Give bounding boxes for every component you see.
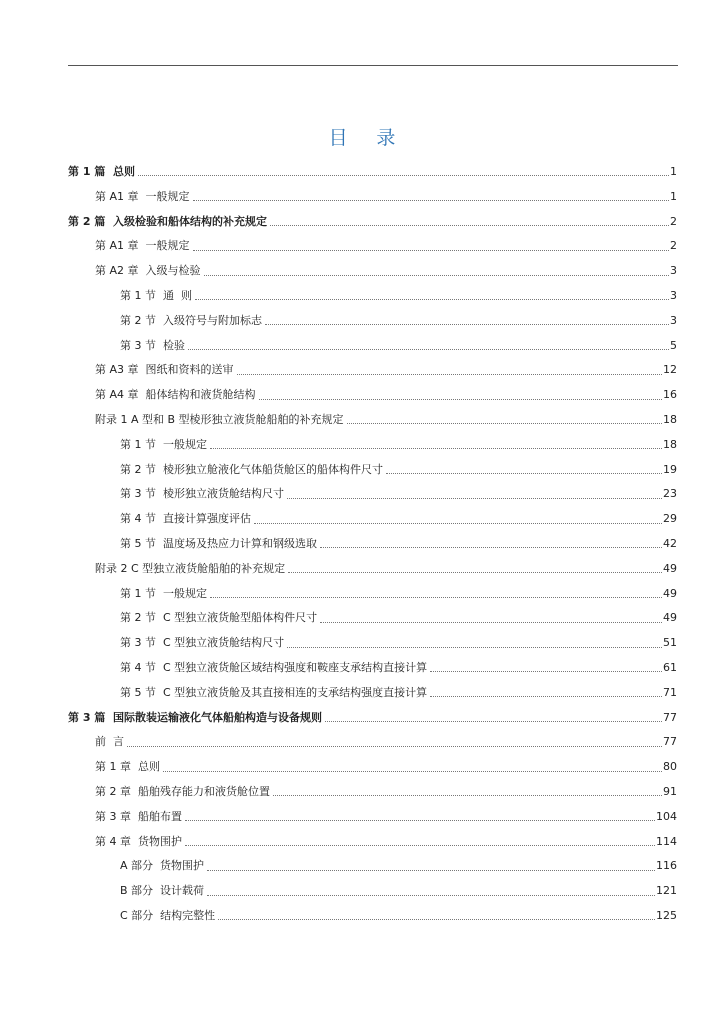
toc-entry[interactable] [68, 358, 677, 383]
toc-entry-page-number: 12 [663, 363, 677, 377]
toc-entry-label: 第 2 节 入级符号与附加标志 [120, 313, 262, 327]
toc-dot-leader [386, 473, 662, 474]
toc-entry[interactable] [68, 681, 677, 706]
toc-dot-leader [430, 696, 662, 697]
toc-entry-page-number: 18 [663, 412, 677, 426]
toc-entry[interactable] [68, 259, 677, 284]
toc-entry-label: A 部分 货物围护 [120, 859, 205, 873]
toc-dot-leader [288, 572, 662, 573]
toc-dot-leader [320, 622, 662, 623]
toc-dot-leader [138, 175, 669, 176]
toc-entry[interactable] [68, 755, 677, 780]
toc-entry-page-number: 19 [663, 462, 677, 476]
toc-dot-leader [287, 498, 662, 499]
toc-entry-page-number: 77 [663, 735, 677, 749]
toc-entry-page-number: 71 [663, 685, 677, 699]
toc-entry[interactable] [68, 904, 677, 929]
toc-entry[interactable] [68, 780, 677, 805]
header-rule [68, 65, 678, 66]
toc-entry-label: C 部分 结构完整性 [120, 908, 216, 922]
toc-entry[interactable] [68, 383, 677, 408]
toc-entry-label: B 部分 设计载荷 [120, 884, 205, 898]
toc-entry[interactable] [68, 284, 677, 309]
toc-entry-page-number: 2 [670, 239, 677, 253]
toc-entry[interactable] [68, 879, 677, 904]
toc-entry[interactable] [68, 160, 677, 185]
toc-dot-leader [185, 820, 655, 821]
toc-entry-label: 第 5 节 C 型独立液货舱及其直接相连的支承结构强度直接计算 [120, 685, 428, 699]
toc-entry-label: 第 2 节 棱形独立舱液化气体船货舱区的船体构件尺寸 [120, 462, 383, 476]
toc-entry-page-number: 104 [656, 809, 677, 823]
toc-dot-leader [195, 299, 669, 300]
toc-entry-label: 第 A4 章 船体结构和液货舱结构 [95, 388, 256, 402]
toc-entry-page-number: 49 [663, 611, 677, 625]
toc-entry-label: 第 3 节 棱形独立液货舱结构尺寸 [120, 487, 284, 501]
toc-entry-label: 第 2 篇 入级检验和船体结构的补充规定 [68, 214, 267, 228]
toc-dot-leader [287, 647, 662, 648]
toc-entry[interactable] [68, 854, 677, 879]
toc-entry-label: 第 2 章 船舶残存能力和液货舱位置 [95, 784, 270, 798]
toc-dot-leader [325, 721, 662, 722]
toc-entry-page-number: 23 [663, 487, 677, 501]
toc-dot-leader [207, 895, 655, 896]
toc-dot-leader [163, 771, 662, 772]
toc-title: 目 录 [328, 127, 407, 149]
toc-dot-leader [254, 523, 662, 524]
toc-entry-page-number: 125 [656, 908, 677, 922]
toc-entry-label: 第 3 节 检验 [120, 338, 185, 352]
toc-entry[interactable] [68, 408, 677, 433]
toc-entry-label: 第 2 节 C 型独立液货舱型船体构件尺寸 [120, 611, 318, 625]
toc-entry[interactable] [68, 730, 677, 755]
toc-dot-leader [237, 374, 662, 375]
toc-entry-label: 附录 2 C 型独立液货舱船舶的补充规定 [95, 561, 286, 575]
toc-entry-label: 第 3 节 C 型独立液货舱结构尺寸 [120, 636, 285, 650]
toc-entry-page-number: 5 [670, 338, 677, 352]
toc-dot-leader [265, 324, 669, 325]
toc-entry-page-number: 16 [663, 388, 677, 402]
toc-entry-page-number: 3 [670, 288, 677, 302]
toc-entry[interactable] [68, 830, 677, 855]
toc-entry-page-number: 51 [663, 636, 677, 650]
toc-entry-page-number: 18 [663, 437, 677, 451]
toc-entry-page-number: 29 [663, 512, 677, 526]
toc-entry-label: 第 5 节 温度场及热应力计算和钢级选取 [120, 536, 317, 550]
toc-dot-leader [204, 275, 669, 276]
toc-entry-page-number: 49 [663, 586, 677, 600]
toc-entry-page-number: 3 [670, 264, 677, 278]
toc-dot-leader [185, 845, 655, 846]
toc-entry-page-number: 49 [663, 561, 677, 575]
toc-entry[interactable] [68, 582, 677, 607]
toc-entry-label: 第 3 篇 国际散装运输液化气体船舶构造与设备规则 [68, 710, 322, 724]
toc-entry-label: 第 1 篇 总则 [68, 165, 135, 178]
toc-entry-label: 第 1 节 通 则 [120, 288, 192, 302]
toc-entry[interactable] [68, 532, 677, 557]
toc-entry-page-number: 114 [656, 834, 677, 848]
toc-dot-leader [270, 225, 669, 226]
toc-entry[interactable] [68, 606, 677, 631]
toc-dot-leader [193, 250, 669, 251]
toc-entry[interactable] [68, 309, 677, 334]
toc-dot-leader [193, 200, 669, 201]
toc-entry[interactable] [68, 234, 677, 259]
toc-entry-label: 第 1 节 一般规定 [120, 437, 207, 451]
toc-entry[interactable] [68, 334, 677, 359]
toc-dot-leader [320, 547, 662, 548]
toc-entry[interactable] [68, 805, 677, 830]
toc-entry-label: 第 4 节 C 型独立液货舱区域结构强度和鞍座支承结构直接计算 [120, 660, 428, 674]
toc-dot-leader [273, 795, 662, 796]
toc-dot-leader [127, 746, 662, 747]
toc-entry-label: 第 A1 章 一般规定 [95, 239, 190, 253]
table-of-contents [68, 160, 677, 929]
toc-entry-label: 第 4 章 货物围护 [95, 834, 182, 848]
toc-entry-label: 第 1 节 一般规定 [120, 586, 207, 600]
toc-dot-leader [430, 671, 662, 672]
toc-entry-label: 第 4 节 直接计算强度评估 [120, 512, 251, 526]
toc-entry[interactable] [68, 210, 677, 235]
toc-entry[interactable] [68, 482, 677, 507]
toc-entry-label: 第 1 章 总则 [95, 760, 160, 774]
toc-dot-leader [218, 919, 655, 920]
toc-entry-page-number: 121 [656, 884, 677, 898]
toc-dot-leader [207, 870, 655, 871]
toc-entry-label: 第 A2 章 入级与检验 [95, 264, 201, 278]
toc-entry-page-number: 91 [663, 784, 677, 798]
toc-entry-page-number: 42 [663, 536, 677, 550]
toc-entry-label: 第 A3 章 图纸和资料的送审 [95, 363, 234, 377]
toc-entry[interactable] [68, 706, 677, 731]
toc-dot-leader [347, 423, 662, 424]
toc-entry[interactable] [68, 185, 677, 210]
toc-dot-leader [210, 597, 662, 598]
toc-entry[interactable] [68, 656, 677, 681]
toc-entry[interactable] [68, 458, 677, 483]
toc-dot-leader [188, 349, 669, 350]
toc-dot-leader [210, 448, 662, 449]
toc-entry-label: 附录 1 A 型和 B 型棱形独立液货舱船舶的补充规定 [95, 412, 344, 426]
toc-entry-label: 前 言 [95, 735, 124, 749]
toc-entry-page-number: 80 [663, 760, 677, 774]
toc-entry[interactable] [68, 433, 677, 458]
toc-entry-page-number: 2 [670, 214, 677, 228]
toc-entry[interactable] [68, 507, 677, 532]
toc-entry-page-number: 77 [663, 710, 677, 724]
toc-entry[interactable] [68, 631, 677, 656]
toc-entry-page-number: 116 [656, 859, 677, 873]
toc-entry-page-number: 61 [663, 660, 677, 674]
toc-entry[interactable] [68, 557, 677, 582]
toc-entry-label: 第 3 章 船舶布置 [95, 809, 182, 823]
toc-entry-label: 第 A1 章 一般规定 [95, 189, 190, 203]
toc-dot-leader [259, 399, 662, 400]
toc-entry-page-number: 1 [670, 165, 677, 178]
toc-entry-page-number: 1 [670, 189, 677, 203]
toc-entry-page-number: 3 [670, 313, 677, 327]
